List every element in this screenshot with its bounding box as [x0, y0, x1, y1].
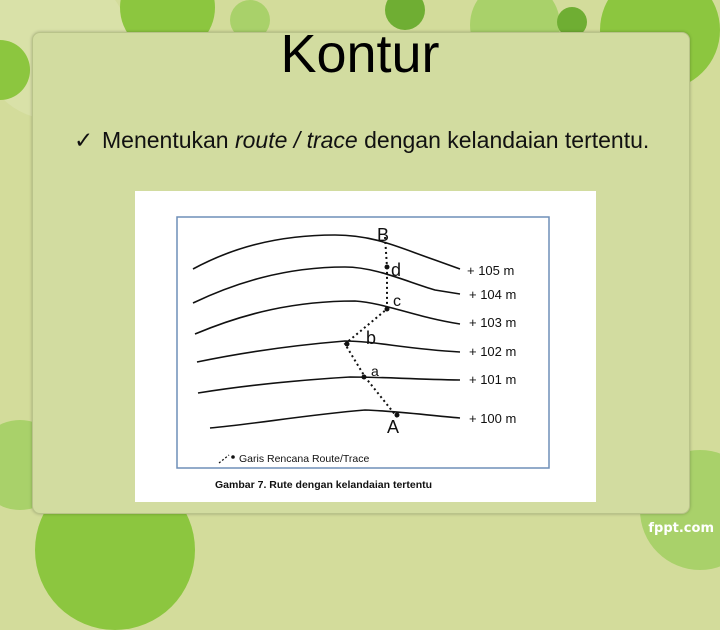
point-label: B — [377, 225, 390, 245]
contour-label: + 103 m — [469, 315, 517, 330]
contour-label: + 102 m — [469, 344, 517, 359]
point-label: d — [391, 260, 402, 280]
contour-label: + 105 m — [467, 263, 515, 278]
route-point — [385, 265, 390, 270]
bullet-text: Menentukan route / trace dengan kelandaian tertentu. — [102, 127, 650, 153]
contour-diagram — [135, 191, 596, 502]
contour-label: + 101 m — [469, 372, 517, 387]
figure-caption: Gambar 7. Rute dengan kelandaian tertentu — [215, 479, 433, 491]
contour-label: + 100 m — [469, 411, 517, 426]
contour-figure — [135, 191, 596, 502]
legend-text: Garis Rencana Route/Trace — [239, 453, 370, 465]
bullet-emphasis: route / trace — [234, 127, 358, 153]
legend-point — [231, 455, 235, 459]
point-label: c — [393, 293, 401, 310]
route-point — [362, 375, 367, 380]
watermark: fppt.com — [648, 521, 714, 536]
route-point — [385, 307, 390, 312]
route-point — [345, 342, 350, 347]
contour-label: + 104 m — [469, 287, 517, 302]
point-label: a — [371, 363, 379, 379]
checkmark-icon: ✓ — [74, 127, 94, 153]
point-label: b — [366, 328, 377, 348]
point-label: A — [387, 417, 400, 437]
slide-title: Kontur — [280, 24, 440, 84]
bullet-item — [74, 124, 680, 156]
